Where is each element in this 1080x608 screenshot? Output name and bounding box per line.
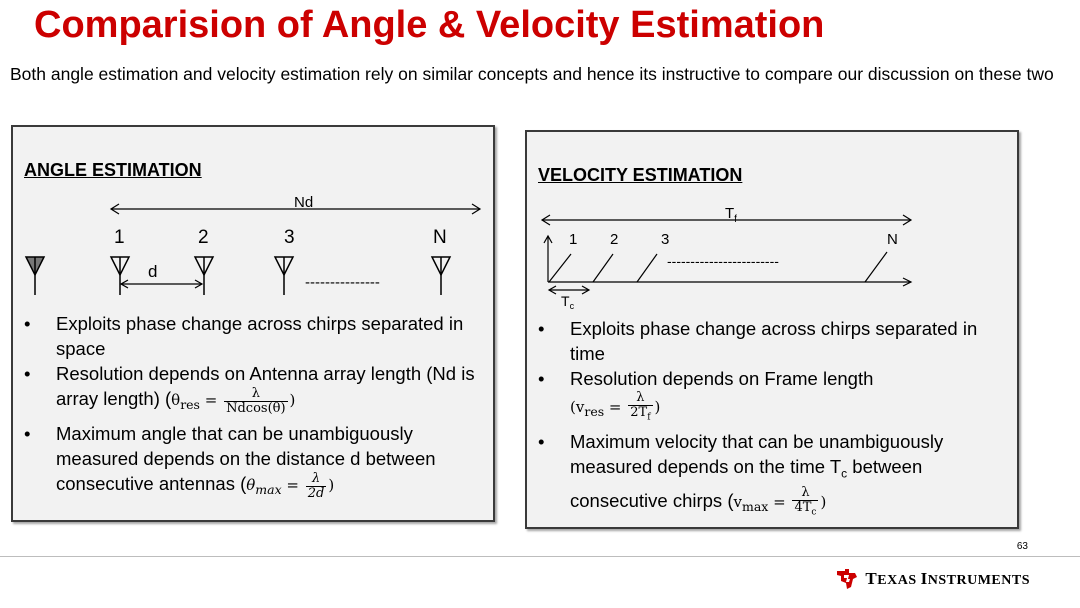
spacing-label: d — [148, 262, 158, 281]
bullet-icon: • — [538, 318, 545, 339]
bullet-text: Resolution depends on Frame length — [570, 368, 874, 389]
antenna-icon — [111, 257, 129, 295]
antenna-label-3: 3 — [284, 227, 295, 248]
list-item — [22, 421, 488, 502]
list-item — [536, 366, 1014, 425]
angle-estimation-panel — [11, 125, 495, 522]
footer-divider — [0, 556, 1080, 557]
antenna-icon — [195, 257, 213, 295]
list-item — [536, 316, 1014, 366]
resolution-formula: $\theta_{res}$ = $\frac{\lambda}{Ndcos(\theta)}$ ) — [171, 385, 296, 416]
bullet-text: Maximum angle that can be unambiguously measured depends on the distance d between consecutive antennas ( — [56, 423, 436, 494]
list-item — [22, 361, 488, 417]
bullet-text: Exploits phase change across chirps separated in space — [56, 313, 464, 359]
bullet-text: Maximum velocity that can be unambiguously measured depends on the time T — [570, 430, 944, 477]
list-item — [22, 311, 488, 361]
max-velocity-formula: $v_{max}$ = $\frac{\lambda}{4T_c}$ ) — [733, 485, 827, 518]
bullet-icon: • — [538, 368, 545, 389]
antenna-icon — [26, 257, 44, 295]
antenna-label-n: N — [433, 227, 447, 248]
antenna-array-diagram — [13, 127, 493, 302]
antenna-label-1: 1 — [114, 227, 125, 248]
ti-logo-text: TEXAS INSTRUMENTS — [865, 569, 1030, 588]
frame-length-label: $T_f$ — [725, 205, 737, 225]
antenna-icon — [432, 257, 450, 295]
chirp-label-3: 3 — [661, 231, 670, 248]
array-length-label: Nd — [294, 194, 314, 211]
antenna-label-2: 2 — [198, 227, 209, 248]
chirp-spacing-label: $T_c$ — [561, 293, 575, 311]
chirp-line — [549, 254, 571, 282]
list-item: • Maximum velocity that can be unambiguously measured depends on the time $T_c$ between consecutive chirps ($v_{max}$ = $\frac{\lambda}{4T_c}$ ) — [538, 430, 944, 518]
bullet-text: Exploits phase change across chirps separated in time — [570, 318, 978, 364]
ellipsis-dashes: --------------- — [305, 274, 380, 291]
slide-title: Comparision of Angle & Velocity Estimation — [34, 4, 825, 46]
ti-logo-icon — [835, 567, 859, 591]
bullet-icon: • — [538, 430, 545, 452]
texas-instruments-logo — [835, 567, 1030, 591]
bullet-text: Resolution depends on Antenna array length (Nd is array length) ( — [56, 363, 475, 409]
bullet-icon: • — [24, 363, 31, 384]
intro-text: Both angle estimation and velocity estimation rely on similar concepts and hence its instructive to compare our discussion on these two — [10, 64, 1054, 84]
chirp-label-n: N — [887, 231, 898, 248]
velocity-estimation-panel — [525, 130, 1019, 529]
resolution-formula: ($v_{res}$ = $\frac{\lambda}{2T_f}$ ) — [570, 390, 661, 423]
velocity-heading: VELOCITY ESTIMATION — [538, 165, 743, 185]
chirp-line — [865, 252, 887, 282]
chirp-timeline-diagram — [527, 132, 1017, 312]
angle-bullet-list — [22, 311, 488, 502]
chirp-line — [637, 254, 657, 282]
chirp-label-2: 2 — [610, 231, 619, 248]
velocity-bullet-list — [536, 316, 1014, 520]
chirp-label-1: 1 — [569, 231, 578, 248]
ellipsis-dashes: ------------------------ — [667, 253, 779, 269]
bullet-icon: • — [24, 313, 31, 334]
bullet-icon: • — [24, 423, 31, 444]
antenna-icon — [275, 257, 293, 295]
chirp-line — [593, 254, 613, 282]
angle-heading: ANGLE ESTIMATION — [24, 160, 202, 180]
max-angle-formula: $\theta_{max}$ = $\frac{\lambda}{2d}$ ) — [246, 470, 335, 501]
page-number: 63 — [1016, 541, 1028, 552]
